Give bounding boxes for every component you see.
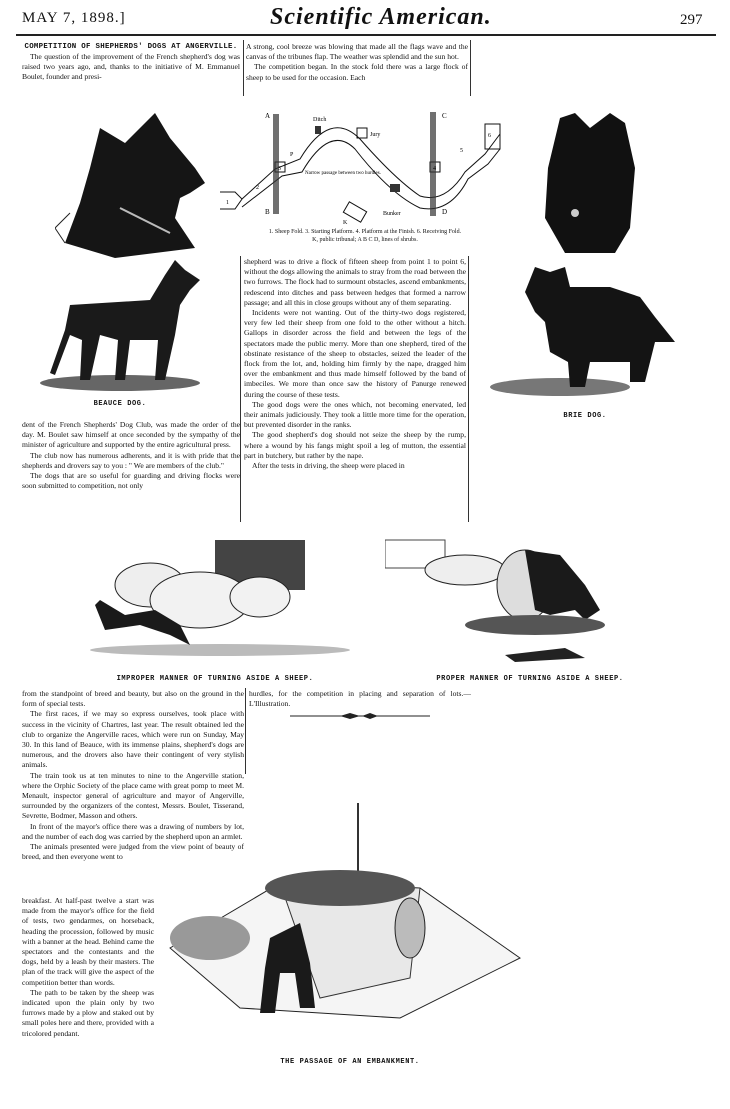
paragraph: dent of the French Shepherds' Dog Club, was made the order of the day. M. Boulet saw himself at once seconded by the sympathy of the minister of agriculture and supported by the entire agricultural press. [22,420,240,450]
track-plan-diagram [220,104,510,224]
diagram-label-narrow: Narrow passage between two hurdles. [305,171,381,176]
column-divider [470,40,471,96]
column-1-top [22,42,240,83]
diagram-label-jury: Jury [370,132,381,138]
diagram-caption-line: 1. Sheep Fold. 3. Starting Platform. 4. Platform at the Finish. 6. Receiving Fold. [268,229,462,235]
embankment-illustration [160,798,530,1050]
column-2-top [246,42,468,83]
paragraph: The good dogs were the ones which, not becoming enervated, led their animals judiciously. They took a little more time for the operation, but prevented disorder in the ranks. [244,399,466,430]
column-1-narrow [22,896,154,1039]
paragraph: A strong, cool breeze was blowing that made all the flags wave and the canvas of the tribunes flap. The weather was splendid and the sun hot. [246,42,468,62]
paragraph: The train took us at ten minutes to nine to the Angerville station, where the Orphic Society of the place came with great pomp to meet M. Menault, inspector general of agriculture and mayor of Angerville, surrounded by the organizers of the contest, Messrs. Boulet, Tisserand, Sevrette, Bodmer, Masson and others. [22,770,244,821]
column-2-bottom [249,689,471,709]
header-rule [16,34,716,36]
paragraph: from the standpoint of breed and beauty, but also on the ground in the form of special tests. [22,689,244,709]
diagram-label-ditch: Ditch [313,117,327,123]
column-divider [240,256,241,522]
page-number: 297 [680,12,703,28]
diagram-label-2: 2 [256,185,259,191]
paragraph: breakfast. At half-past twelve a start was made from the mayor's office for the field of tests, two gendarmes, on horseback, heading the procession, followed by music with a banner at the head. Behind came the spectators and the contestants and the dogs, held by a leash by their masters. The plan of the track will give the aspect of the competition better than words. [22,896,154,987]
column-divider [468,256,469,522]
paragraph: In front of the mayor's office there was a drawing of numbers by lot, and the number of each dog was carried by the shepherd upon an armlet. [22,821,244,841]
paragraph: shepherd was to drive a flock of fifteen sheep from point 1 to point 6, without the dogs allowing the animals to stray from the road between the two furrows. The flock had to surmount obstacles, ascend embankments, redescend into ditches and pass between hedges that formed a narrow passage; and all this in close groups without any of them separating. [244,257,466,307]
brie-dog-illustration [490,262,680,402]
column-divider [243,40,244,96]
paragraph: The club now has numerous adherents, and it is with pride that the shepherds and drovers say to you : " We are members of the club." [22,450,240,470]
paragraph: The path to be taken by the sheep was indicated upon the plain only by two furrows made by a plow and staked out by small poles here and there, provided with a tricolored pendant. [22,987,154,1038]
caption-embankment: THE PASSAGE OF AN EMBANKMENT. [280,1058,420,1066]
diagram-label-bunker: Bunker [383,211,401,217]
diagram-label-6: 6 [488,133,491,139]
improper-turning-illustration [80,535,350,665]
diagram-label-3: 3 [278,166,281,172]
issue-date: MAY 7, 1898.] [22,10,126,26]
column-2-middle [244,257,466,471]
paragraph: The animals presented were judged from the view point of beauty of breed, and then everyone went to [22,842,244,862]
diagram-label-k: K [343,220,348,224]
column-divider [245,688,246,774]
column-1-middle [22,420,240,491]
paragraph: The first races, if we may so express ourselves, took place with success in the vicinity of Chartres, last year. The result obtained led the club to organize the Angerville races, which were run on Sunday, May 30. In this land of Beauce, with its immense plains, shepherd's dogs are numerous, and the drovers also have their contingent of very stylish animals. [22,709,244,770]
article-title: COMPETITION OF SHEPHERDS' DOGS AT ANGERVILLE. [24,43,238,51]
diagram-label-b: B [265,208,270,216]
paragraph: The competition began. In the stock fold there was a large flock of sheep to be used for the occasion. Each [246,62,468,82]
diagram-label-p: P [290,152,294,158]
caption-proper: PROPER MANNER OF TURNING ASIDE A SHEEP. [436,675,624,683]
paragraph: The question of the improvement of the French shepherd's dog was raised two years ago, and, thanks to the initiative of M. Emmanuel Boulet, founder and presi- [22,52,240,82]
caption-improper: IMPROPER MANNER OF TURNING ASIDE A SHEEP. [116,675,314,683]
diagram-label-4: 4 [433,166,436,172]
paragraph: hurdles, for the competition in placing and separation of lots.—L'Illustration. [249,689,471,709]
beauce-dog-illustration [30,255,205,395]
diagram-label-5: 5 [460,148,463,154]
paragraph: The dogs that are so useful for guarding and driving flocks were soon submitted to competition, not only [22,471,240,491]
proper-turning-illustration [385,530,670,670]
diagram-caption-line: K, public tribunal; A B C D, lines of shrubs. [312,237,418,243]
caption-brie-dog: BRIE DOG. [563,412,607,420]
diagram-label-d: D [442,208,448,216]
diagram-caption [222,228,508,244]
paragraph: After the tests in driving, the sheep were placed in [252,461,405,471]
diagram-label-1: 1 [226,200,229,206]
paragraph: Incidents were not wanting. Out of the thirty-two dogs registered, very few led their sheep from one fold to the other without a hitch. Gallops in disorder across the field and between the legs of the spectators made the public merry. More than one shepherd, tired of the obstinate resistance of the sheep to obstacles, seized the leader of the flock from the lot, and, holding him firmly by the nape, dragged him over the embankment and thus made himself followed by the band of imbeciles. We more than once saw the history of Panurge renewed during the course of these tests. [244,308,466,399]
beauce-dog-head-illustration [55,108,205,263]
diagram-label-c: C [442,112,447,120]
end-ornament [290,713,430,719]
paragraph: The good shepherd's dog should not seize the sheep by the rump, where a wound by his fangs might spoil a leg of mutton, the essential part in butchery, but rather by the nape. [244,430,466,460]
brie-dog-head-illustration [540,108,640,253]
diagram-label-a: A [265,112,271,120]
caption-beauce-dog: BEAUCE DOG. [93,400,147,408]
masthead: Scientific American. [270,4,492,30]
